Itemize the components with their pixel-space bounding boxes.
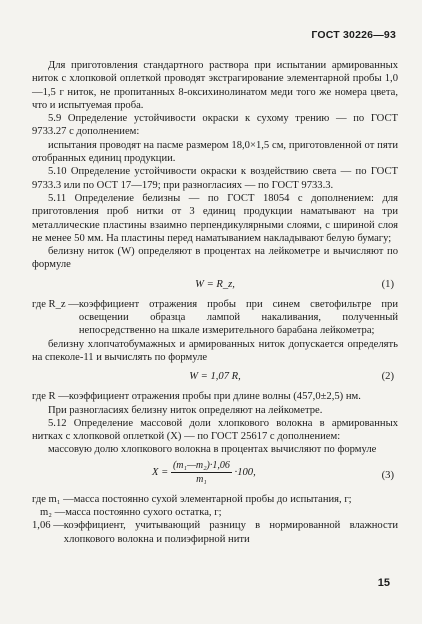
definition-r-text: коэффициент отражения пробы при длине волны (457,0±2,5) нм. bbox=[68, 391, 361, 403]
formula-2-expression: W = 1,07 R, bbox=[189, 371, 241, 383]
formula-2-number: (2) bbox=[381, 371, 394, 383]
paragraph-5-12: 5.12 Определение массовой доли хлопкового волокна в армированных нитках с хлопковой оплеткой (X) — по ГОСТ 25617 с дополнением: bbox=[32, 417, 398, 443]
standard-header: ГОСТ 30226—93 bbox=[311, 29, 396, 41]
definition-m2 bbox=[32, 506, 398, 519]
paragraph-standard-solution: Для приготовления стандартного раствора при испытании армированных ниток с хлопковой оплеткой проводят экстрагирование элементарной пробы 1,0—1,5 г ниток, не пропитанных 8-оксихинолинатом меди того же номера цвета, что и испытуемая проба. bbox=[32, 60, 398, 111]
definition-m2-lead: m₂ — bbox=[40, 507, 66, 519]
definition-m1-lead: где m₁ — bbox=[32, 493, 74, 505]
paragraph-5-11: 5.11 Определение белизны — по ГОСТ 18054 с дополнением: для приготовления проб нитки от 3 единиц продукции наматывают на три металлические пластины взаимно перпендикулярными слоями, с шириной слоя не менее 50 мм. На пластины перед наматыванием накладывают белую бумагу; bbox=[32, 192, 398, 244]
definition-m1-text: масса постоянно сухой элементарной пробы до испытания, г; bbox=[73, 493, 352, 505]
definition-coefficient bbox=[32, 519, 398, 546]
paragraph-5-9: 5.9 Определение устойчивости окраски к сухому трению — по ГОСТ 9733.27 с дополнением: bbox=[32, 113, 398, 138]
definition-m2-text: масса постоянно сухого остатка, г; bbox=[65, 507, 222, 519]
page-number: 15 bbox=[377, 577, 390, 589]
paragraph-whiteness-spekol: белизну хлопчатобумажных и армированных ниток допускается определять на спеколе-11 и вычислять по формуле bbox=[32, 338, 398, 363]
formula-3 bbox=[32, 459, 398, 491]
formula-3-fraction bbox=[171, 459, 232, 487]
definition-rz bbox=[32, 298, 398, 338]
paragraph-5-9-addition: испытания проводят на пасме размером 18,0×1,5 см, приготовленной от пяти отобранных единиц продукции. bbox=[32, 139, 398, 165]
definition-m1 bbox=[32, 493, 398, 506]
definition-coefficient-text: коэффициент, учитывающий разницу в нормированной влажности хлопкового волокна и полиэфирной нити bbox=[63, 520, 398, 545]
formula-3-numerator: (m₁—m₂)·1,06 bbox=[171, 459, 232, 473]
definition-rz-lead: где R_z — bbox=[32, 298, 79, 310]
formula-3-lhs: X = bbox=[152, 466, 169, 478]
definition-rz-text: коэффициент отражения пробы при синем светофильтре при освещении образца лампой накаливания, полученный непосредственно на шкале измерительного барабана лейкометра; bbox=[78, 298, 398, 337]
formula-3-expression bbox=[152, 459, 256, 487]
formula-1-number: (1) bbox=[381, 278, 394, 290]
definition-r-lead: где R — bbox=[32, 391, 69, 403]
paragraph-disagreement: При разногласиях белизну ниток определяют на лейкометре. bbox=[48, 404, 323, 416]
formula-1 bbox=[32, 274, 398, 296]
formula-1-expression: W = R_z, bbox=[195, 278, 235, 290]
document-body bbox=[32, 59, 398, 546]
definition-r bbox=[32, 390, 398, 403]
formula-3-rhs: ·100, bbox=[234, 466, 256, 478]
formula-3-denominator: m₁ bbox=[196, 474, 207, 486]
formula-3-number: (3) bbox=[381, 469, 394, 481]
formula-2 bbox=[32, 366, 398, 388]
paragraph-whiteness-leucometer: белизну ниток (W) определяют в процентах на лейкометре и вычисляют по формуле bbox=[32, 246, 398, 271]
paragraph-mass-fraction: массовую долю хлопкового волокна в процентах вычисляют по формуле bbox=[48, 444, 377, 456]
paragraph-5-10: 5.10 Определение устойчивости окраски к воздействию света — по ГОСТ 9733.3 или по ОСТ 17—179; при разногласиях — по ГОСТ 9733.3. bbox=[32, 166, 398, 191]
definition-coefficient-lead: 1,06 — bbox=[32, 520, 64, 532]
